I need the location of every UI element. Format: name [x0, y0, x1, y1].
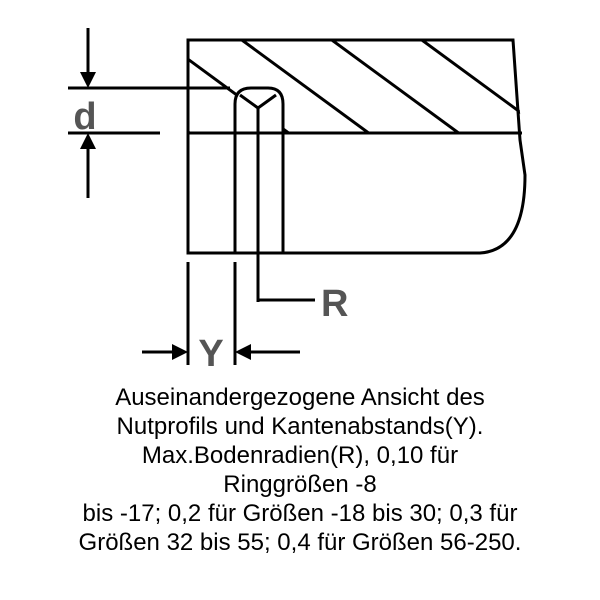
depth-label: d [73, 96, 97, 138]
edge-distance-label: Y [198, 333, 224, 370]
caption [0, 383, 600, 557]
caption-line: Max.Bodenradien(R), 0,10 für [141, 442, 459, 469]
caption-line: Auseinandergezogene Ansicht des [115, 384, 485, 411]
caption-line: Ringgrößen -8 [223, 471, 377, 498]
caption-line: bis -17; 0,2 für Größen -18 bis 30; 0,3 für [82, 500, 518, 527]
part-outline [188, 40, 525, 253]
caption-line: Nutprofils und Kantenabstands(Y). [116, 413, 484, 440]
radius-label: R [321, 283, 349, 325]
groove [235, 88, 283, 302]
section-hatching [80, 0, 600, 280]
caption-line: Größen 32 bis 55; 0,4 für Größen 56-250. [78, 529, 522, 556]
